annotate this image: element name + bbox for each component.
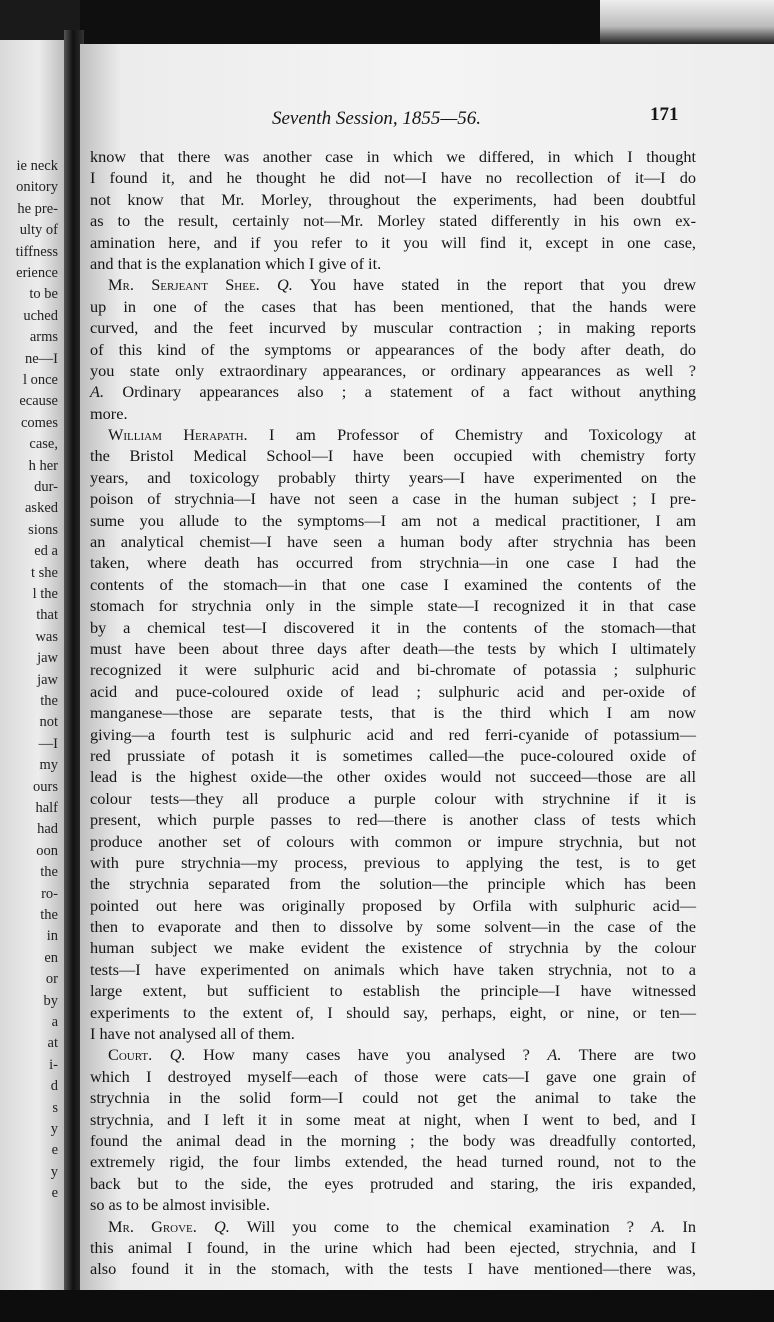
- text-segment: of this kind of the symptoms or appearances of the body after death, do: [90, 339, 696, 359]
- text-line: [90, 831, 696, 852]
- text-line: [90, 937, 696, 958]
- text-line: [90, 317, 696, 338]
- text-line: [90, 916, 696, 937]
- facing-page-fragment: y: [50, 1163, 58, 1180]
- text-segment: up in one of the cases that has been mentioned, that the hands were: [90, 296, 696, 316]
- facing-page-fragment: asked: [24, 500, 58, 517]
- facing-page-fragment: jaw: [37, 671, 58, 688]
- text-segment: acid and puce-coloured oxide of lead ; sulphuric acid and per-oxide of: [90, 681, 696, 701]
- speaker-name: William Herapath.: [108, 425, 248, 445]
- facing-page-fragment: case,: [29, 436, 58, 453]
- text-segment: the Bristol Medical School—I have been occupied with chemistry forty: [90, 446, 696, 466]
- text-segment: which I destroyed myself—each of those were cats—I gave one grain of: [90, 1066, 696, 1086]
- text-segment: [152, 1045, 170, 1064]
- text-segment: also found it in the stomach, with the tests I have mentioned—there was,: [90, 1259, 696, 1279]
- facing-page-fragment: h her: [28, 457, 58, 474]
- text-line: [90, 552, 696, 573]
- text-line: [90, 381, 696, 402]
- text-line: [90, 1109, 696, 1130]
- text-segment: not know that Mr. Morley, throughout the experiments, had been doubtful: [90, 189, 696, 209]
- text-line: [90, 274, 696, 295]
- facing-page-fragment: onitory: [16, 179, 58, 196]
- text-segment: manganese—those are separate tests, that is the third which I am now: [90, 703, 696, 723]
- facing-page-fragment: to be: [29, 286, 58, 303]
- facing-page-fragment: arms: [29, 329, 58, 346]
- text-line: [90, 339, 696, 360]
- text-line: [90, 1216, 696, 1237]
- text-segment: and that is the explanation which I give of it.: [90, 253, 382, 273]
- text-segment: stomach for strychnia only in the simple state—I recognized it in that case: [90, 596, 696, 616]
- text-line: [90, 146, 696, 167]
- text-segment: [197, 1217, 214, 1236]
- facing-page-fragment: oon: [36, 842, 58, 859]
- text-segment: years, and toxicology probably thirty years—I have experimented on the: [90, 467, 696, 487]
- facing-page-fragment: ecause: [19, 393, 58, 410]
- facing-page-fragment: erience: [16, 265, 58, 281]
- text-line: [90, 232, 696, 253]
- facing-page-fragment: ie neck: [16, 158, 58, 174]
- text-segment: I have not analysed all of them.: [90, 1024, 295, 1044]
- facing-page-fragment: ours: [33, 778, 58, 795]
- text-segment: curved, and the feet incurved by muscular contraction ; in making reports: [90, 318, 696, 338]
- facing-page-fragment: by: [43, 992, 58, 1009]
- speaker-name: Mr. Grove.: [108, 1216, 197, 1236]
- text-segment: large extent, but sufficient to establish the principle—I have witnessed: [90, 981, 696, 1001]
- text-line: [90, 617, 696, 638]
- text-line: [90, 766, 696, 787]
- text-line: [90, 1087, 696, 1108]
- text-segment: [260, 275, 277, 294]
- facing-page-fragment: ne—I: [24, 350, 58, 367]
- text-line: [90, 1151, 696, 1172]
- text-line: [90, 574, 696, 595]
- text-segment: must have been about three days after death—the tests by which I ultimately: [90, 638, 696, 658]
- facing-page-fragment: sions: [28, 521, 58, 538]
- text-line: [90, 360, 696, 381]
- text-line: [90, 959, 696, 980]
- facing-page-fragment: he pre-: [17, 200, 58, 217]
- text-line: [90, 424, 696, 445]
- text-line: [90, 296, 696, 317]
- text-segment: as to the result, certainly not—Mr. Morley stated differently in his own ex-: [90, 211, 696, 231]
- facing-page-fragment: ed a: [34, 543, 58, 560]
- speaker-name: Court.: [108, 1045, 153, 1065]
- speaker-name: Mr. Serjeant Shee.: [108, 275, 260, 295]
- text-segment: amination here, and if you refer to it you will find it, except in one case,: [90, 232, 696, 252]
- text-line: [90, 873, 696, 894]
- facing-page-fragment: or: [45, 971, 58, 988]
- facing-page-fragment: had: [37, 821, 58, 838]
- text-line: [90, 510, 696, 531]
- facing-page-fragment: l the: [32, 586, 58, 602]
- text-segment: the strychnia separated from the solution—the principle which has been: [90, 874, 696, 894]
- facing-page-fragment: comes: [20, 414, 58, 431]
- text-segment: I found it, and he thought he did not—I have no recollection of it—I do: [90, 168, 696, 188]
- page-number: 171: [650, 104, 679, 125]
- text-line: [90, 445, 696, 466]
- text-segment: poison of strychnia—I have not seen a case in the human subject ; I pre-: [90, 489, 696, 509]
- qa-marker: A.: [90, 382, 105, 402]
- text-segment: back but to the side, the eyes protruded and staring, the iris expanded,: [90, 1173, 696, 1193]
- text-line: [90, 467, 696, 488]
- text-segment: you state only extraordinary appearances, or ordinary appearances as well ?: [90, 360, 696, 380]
- facing-page-fragment: my: [39, 757, 58, 774]
- facing-page-fragment: uched: [23, 307, 58, 324]
- facing-page-fragment: at: [47, 1035, 58, 1052]
- text-line: [90, 189, 696, 210]
- text-segment: sume you allude to the symptoms—I am not a medical practitioner, I am: [90, 510, 696, 530]
- body-text: [90, 146, 696, 1280]
- facing-page-fragment: e: [51, 1142, 58, 1159]
- scan-top-shadow: [600, 0, 774, 44]
- text-segment: strychnia in the solid form—I could not get the animal to take the: [90, 1088, 696, 1108]
- facing-page-fragment: that: [36, 607, 58, 624]
- text-line: [90, 980, 696, 1001]
- text-segment: with pure strychnia—my process, previous to applying the test, is to get: [90, 852, 696, 872]
- running-header: [272, 108, 692, 130]
- text-segment: know that there was another case in which we differed, in which I thought: [90, 147, 696, 166]
- facing-page-edge: [0, 40, 64, 1290]
- qa-marker: A.: [547, 1045, 562, 1065]
- text-segment: I am Professor of Chemistry and Toxicology at: [247, 425, 696, 445]
- text-segment: Ordinary appearances also ; a statement of a fact without anything: [104, 382, 696, 402]
- text-segment: There are two: [561, 1045, 696, 1065]
- text-line: [90, 1173, 696, 1194]
- text-line: [90, 681, 696, 702]
- text-segment: recognized it were sulphuric acid and bi-chromate of potassia ; sulphuric: [90, 660, 696, 680]
- text-segment: more.: [90, 403, 128, 423]
- facing-page-fragment: half: [35, 800, 58, 816]
- facing-page-fragment: the: [40, 864, 58, 881]
- text-line: [90, 1237, 696, 1258]
- facing-page-fragment: en: [44, 949, 58, 966]
- facing-page-fragment: i-: [49, 1056, 58, 1073]
- text-segment: contents of the stomach—in that one case I examined the contents of the: [90, 574, 696, 594]
- text-line: [90, 1023, 696, 1044]
- text-segment: experiments to the extent of, I should say, perhaps, eight, or nine, or ten—: [90, 1002, 696, 1022]
- facing-page-fragment: e: [51, 1185, 58, 1202]
- scan-bottom-border: [0, 1290, 774, 1322]
- text-line: [90, 1066, 696, 1087]
- text-segment: human subject we make evident the existence of strychnia by the colour: [90, 938, 696, 958]
- text-line: [90, 167, 696, 188]
- facing-page-fragment: jaw: [37, 650, 58, 667]
- text-line: [90, 1130, 696, 1151]
- facing-page-fragment: not: [39, 714, 58, 731]
- text-line: [90, 1044, 696, 1065]
- facing-page-fragment: s: [52, 1099, 58, 1116]
- text-segment: red prussiate of potash it is sometimes called—the puce-coloured oxide of: [90, 745, 696, 765]
- text-segment: giving—a fourth test is sulphuric acid and red ferri-cyanide of potassium—: [90, 724, 696, 744]
- facing-page-fragment: t she: [31, 564, 58, 581]
- facing-page-fragment: ro-: [41, 885, 58, 902]
- text-segment: this animal I found, in the urine which had been ejected, strychnia, and I: [90, 1237, 696, 1257]
- qa-marker: A.: [651, 1216, 666, 1236]
- text-line: [90, 638, 696, 659]
- text-segment: You have stated in the report that you drew: [292, 275, 696, 295]
- facing-page-fragment: the: [40, 693, 58, 709]
- text-segment: by a chemical test—I discovered it in the contents of the stomach—that: [90, 617, 696, 637]
- facing-page-fragment: tiffness: [15, 243, 58, 260]
- text-segment: then to evaporate and then to dissolve by some solvent—in the case of the: [90, 917, 696, 937]
- text-line: [90, 852, 696, 873]
- text-segment: taken, where death has occurred from strychnia—in one case I had the: [90, 553, 696, 573]
- text-line: [90, 1002, 696, 1023]
- text-segment: tests—I have experimented on animals which have taken strychnia, not to a: [90, 959, 696, 979]
- scan-top-border: [80, 0, 600, 44]
- facing-page-fragment: d: [50, 1078, 58, 1095]
- facing-page-fragment: in: [46, 928, 58, 945]
- text-segment: so as to be almost invisible.: [90, 1195, 270, 1215]
- text-line: [90, 595, 696, 616]
- text-line: [90, 702, 696, 723]
- text-line: [90, 403, 696, 424]
- running-title: Seventh Session, 1855—56.: [272, 108, 481, 129]
- text-line: [90, 210, 696, 231]
- text-line: [90, 531, 696, 552]
- text-line: [90, 1194, 696, 1215]
- text-line: [90, 1258, 696, 1279]
- text-segment: colour tests—they all produce a purple colour with strychnine if it is: [90, 788, 696, 808]
- text-line: [90, 659, 696, 680]
- qa-marker: Q.: [277, 275, 293, 295]
- facing-page-fragment: dur-: [34, 479, 58, 495]
- text-segment: produce another set of colours with common or impure strychnia, but not: [90, 831, 696, 851]
- text-line: [90, 253, 696, 274]
- text-segment: In: [665, 1216, 696, 1236]
- text-segment: How many cases have you analysed ?: [185, 1045, 548, 1065]
- text-line: [90, 488, 696, 509]
- text-segment: an analytical chemist—I have seen a human body after strychnia has been: [90, 532, 696, 552]
- facing-page-fragment: the: [40, 907, 58, 923]
- facing-page-fragment: was: [35, 628, 58, 645]
- text-segment: found the animal dead in the morning ; the body was dreadfully contorted,: [90, 1130, 696, 1150]
- qa-marker: Q.: [214, 1216, 230, 1236]
- text-line: [90, 724, 696, 745]
- text-segment: strychnia, and I left it in some meat at night, when I went to bed, and I: [90, 1109, 696, 1129]
- facing-page-fragment: y: [50, 1121, 58, 1137]
- text-segment: extremely rigid, the four limbs extended, the head turned round, not to the: [90, 1152, 696, 1172]
- facing-page-fragment: ulty of: [19, 222, 58, 239]
- text-segment: pointed out here was originally proposed by Orfila with sulphuric acid—: [90, 895, 696, 915]
- facing-page-fragment: l once: [22, 372, 58, 388]
- facing-page-fragment: a: [51, 1014, 58, 1030]
- text-segment: present, which purple passes to red—there is another class of tests which: [90, 810, 696, 830]
- text-segment: lead is the highest oxide—the other oxides would not succeed—those are all: [90, 767, 696, 787]
- text-segment: Will you come to the chemical examination ?: [229, 1216, 652, 1236]
- text-line: [90, 745, 696, 766]
- facing-page-fragment: —I: [38, 735, 58, 752]
- text-line: [90, 895, 696, 916]
- qa-marker: Q.: [169, 1045, 186, 1065]
- text-line: [90, 788, 696, 809]
- text-line: [90, 809, 696, 830]
